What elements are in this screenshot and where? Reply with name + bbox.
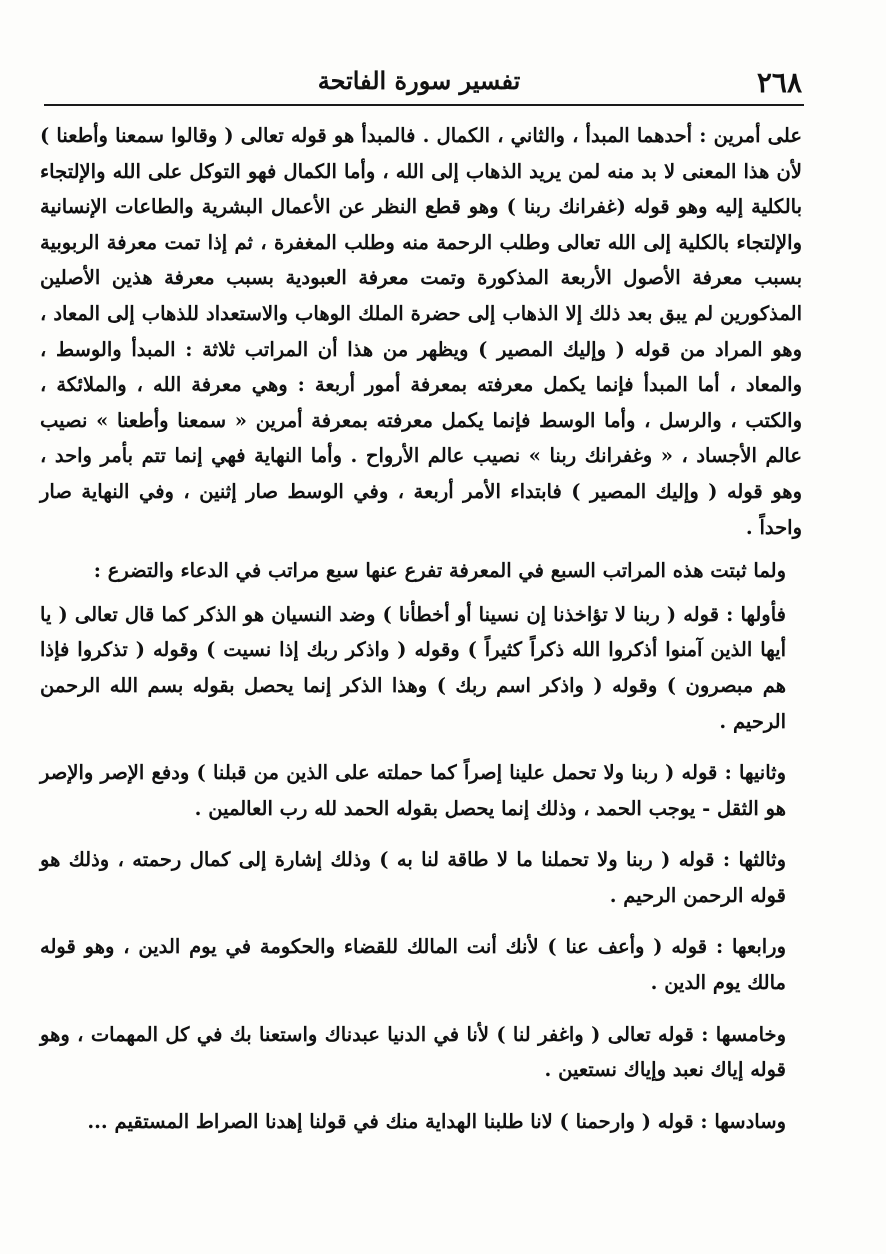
list-item-fourth: ورابعها : قوله ( وأعف عنا ) لأنك أنت المالك للقضاء والحكومة في يوم الدين ، وهو قوله مالك يوم الدين . xyxy=(40,935,786,995)
list-item-second: وثانيها : قوله ( ربنا ولا تحمل علينا إصراً كما حملته على الذين من قبلنا ) ودفع الإصر والإصر هو الثقل - يوجب الحمد ، وذلك إنما يحصل بقوله الحمد لله رب العالمين . xyxy=(40,761,786,820)
list-item-third: وثالثها : قوله ( ربنا ولا تحملنا ما لا طاقة لنا به ) وذلك إشارة إلى كمال رحمته ، وذلك هو قوله الرحمن الرحيم . xyxy=(40,848,786,907)
running-title: تفسير سورة الفاتحة xyxy=(317,66,521,95)
list-item-sixth: وسادسها : قوله ( وارحمنا ) لانا طلبنا الهداية منك في قولنا إهدنا الصراط المستقيم ... xyxy=(87,1109,786,1133)
transition-paragraph: ولما ثبتت هذه المراتب السبع في المعرفة تفرع عنها سبع مراتب في الدعاء والتضرع : xyxy=(93,559,786,583)
list-item-fifth: وخامسها : قوله تعالى ( واغفر لنا ) لأنا في الدنيا عبدناك واستعنا بك في كل المهمات ، وهو قوله إياك نعبد وإياك نستعين . xyxy=(40,1022,786,1082)
page-body xyxy=(40,118,802,1148)
page-header xyxy=(36,62,802,102)
intro-paragraph: على أمرين : أحدهما المبدأ ، والثاني ، الكمال . فالمبدأ هو قوله تعالى ( وقالوا سمعنا وأطعنا ) لأن هذا المعنى لا بد منه لمن يريد الذهاب إلى الله ، وأما الكمال فهو التوكل على الله والإلتجاء بالكلية إليه وهو قوله (غفرانك ربنا ) وهو قطع النظر عن الأعمال البشرية والطاعات الإنسانية والإلتجاء بالكلية إلى الله تعالى وطلب الرحمة منه وطلب المغفرة ، ثم إذا تمت معرفة الربوبية بسبب معرفة الأصول الأربعة المذكورة وتمت معرفة العبودية بسبب معرفة هذين الأصلين المذكورين لم يبق بعد ذلك إلا الذهاب إلى حضرة الملك الوهاب والاستعداد للذهاب إلى المعاد ، وهو المراد من قوله ( وإليك المصير ) ويظهر من هذا أن المراتب ثلاثة : المبدأ والوسط ، والمعاد ، أما المبدأ فإنما يكمل معرفته بمعرفة أمور أربعة : وهي معرفة الله ، والملائكة ، والكتب ، والرسل ، وأما الوسط فإنما يكمل معرفته بمعرفة أمرين « سمعنا وأطعنا » نصيب عالم الأجساد ، « وغفرانك ربنا » نصيب عالم الأرواح . وأما النهاية فهي إنما تتم بأمر واحد ، وهو قوله ( وإليك المصير ) فابتداء الأمر أربعة ، وفي الوسط صار إثنين ، وفي النهاية صار واحداً . xyxy=(40,124,802,539)
header-rule xyxy=(44,104,804,106)
page-number: ٢٦٨ xyxy=(756,66,802,99)
list-item-first: فأولها : قوله ( ربنا لا تؤاخذنا إن نسينا أو أخطأنا ) وضد النسيان هو الذكر كما قال تعالى ( يا أيها الذين آمنوا أذكروا الله ذكراً كثيراً ) وقوله ( واذكر ربك إذا نسيت ) وقوله ( تذكروا فإذا هم مبصرون ) وقوله ( واذكر اسم ربك ) وهذا الذكر إنما يحصل بقوله بسم الله الرحمن الرحيم . xyxy=(40,602,786,733)
